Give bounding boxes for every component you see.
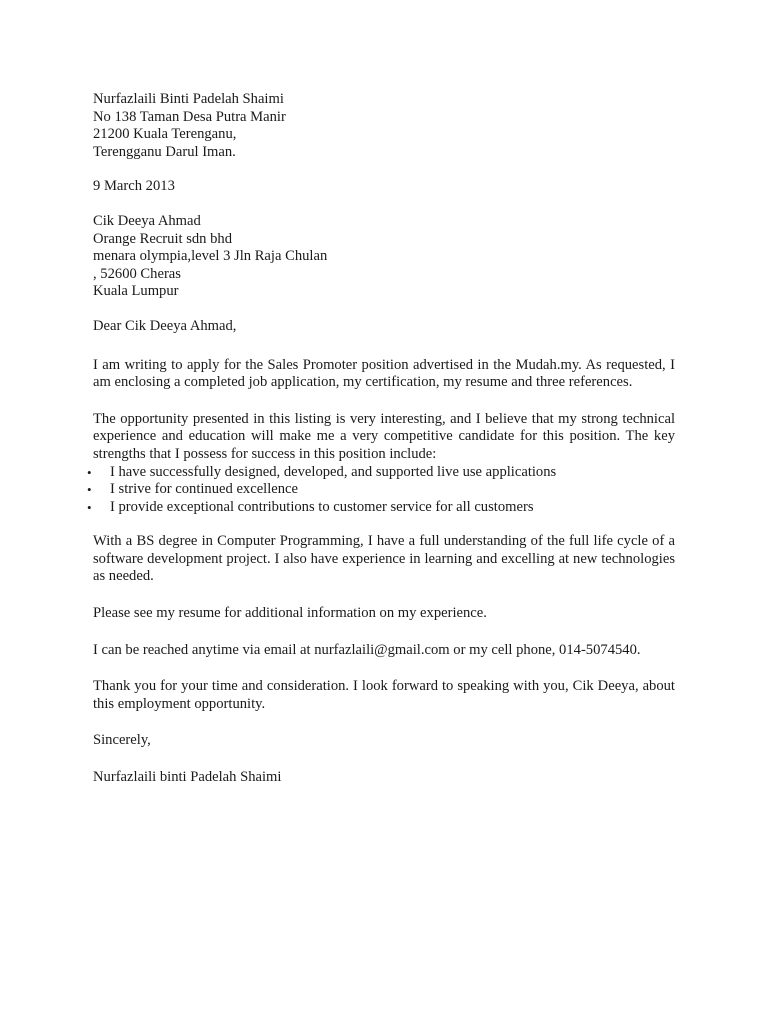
paragraph-thanks: Thank you for your time and consideration. I look forward to speaking with you, Cik Deeya, about this employment opportunity. xyxy=(93,678,675,712)
paragraph-resume: Please see my resume for additional information on my experience. xyxy=(93,605,487,622)
closing-block xyxy=(93,732,675,750)
letter-date-block xyxy=(93,178,675,196)
paragraph-application: I am writing to apply for the Sales Promoter position advertised in the Mudah.my. As requested, I am enclosing a completed job application, my certification, my resume and three references. xyxy=(93,356,675,391)
strength-text: I strive for continued excellence xyxy=(110,481,299,498)
sender-address-line-2: 21200 Kuala Terenganu, xyxy=(93,126,237,143)
recipient-name: Cik Deeya Ahmad xyxy=(93,212,201,229)
list-item xyxy=(87,498,675,517)
recipient-address-line-1: menara olympia,level 3 Jln Raja Chulan xyxy=(93,248,328,265)
paragraph-contact: I can be reached anytime via email at nurfazlaili@gmail.com or my cell phone, 014-5074540. xyxy=(93,641,641,658)
closing: Sincerely, xyxy=(93,732,151,749)
cover-letter xyxy=(87,91,675,787)
strength-text: I have successfully designed, developed, and supported live use applications xyxy=(110,463,557,480)
sender-address-block xyxy=(93,91,675,161)
paragraph-degree: With a BS degree in Computer Programming, I have a full understanding of the full life cycle of a software development project. I also have experience in learning and excelling at new technologies as needed. xyxy=(93,533,675,585)
bullet-icon: • xyxy=(87,499,92,515)
salutation-block xyxy=(93,318,675,336)
signature-block xyxy=(93,769,675,787)
salutation: Dear Cik Deeya Ahmad, xyxy=(93,317,237,334)
signature-name: Nurfazlaili binti Padelah Shaimi xyxy=(93,769,282,786)
recipient-address-line-2: , 52600 Cheras xyxy=(93,265,181,282)
paragraph-opportunity: The opportunity presented in this listing is very interesting, and I believe that my strong technical experience and education will make me a very competitive candidate for this position. The key strengths that I possess for success in this position include: xyxy=(93,410,675,462)
strength-text: I provide exceptional contributions to customer service for all customers xyxy=(110,498,534,515)
letter-date: 9 March 2013 xyxy=(93,178,175,195)
list-item xyxy=(87,481,675,499)
recipient-address-block xyxy=(93,213,675,301)
sender-address-line-3: Terengganu Darul Iman. xyxy=(93,143,236,160)
recipient-address-line-3: Kuala Lumpur xyxy=(93,283,179,300)
recipient-company: Orange Recruit sdn bhd xyxy=(93,230,233,247)
sender-address-line-1: No 138 Taman Desa Putra Manir xyxy=(93,108,286,125)
sender-name: Nurfazlaili Binti Padelah Shaimi xyxy=(93,91,284,107)
strengths-list xyxy=(87,463,675,517)
bullet-icon: • xyxy=(87,482,92,498)
bullet-icon: • xyxy=(87,464,92,480)
list-item xyxy=(87,463,675,482)
